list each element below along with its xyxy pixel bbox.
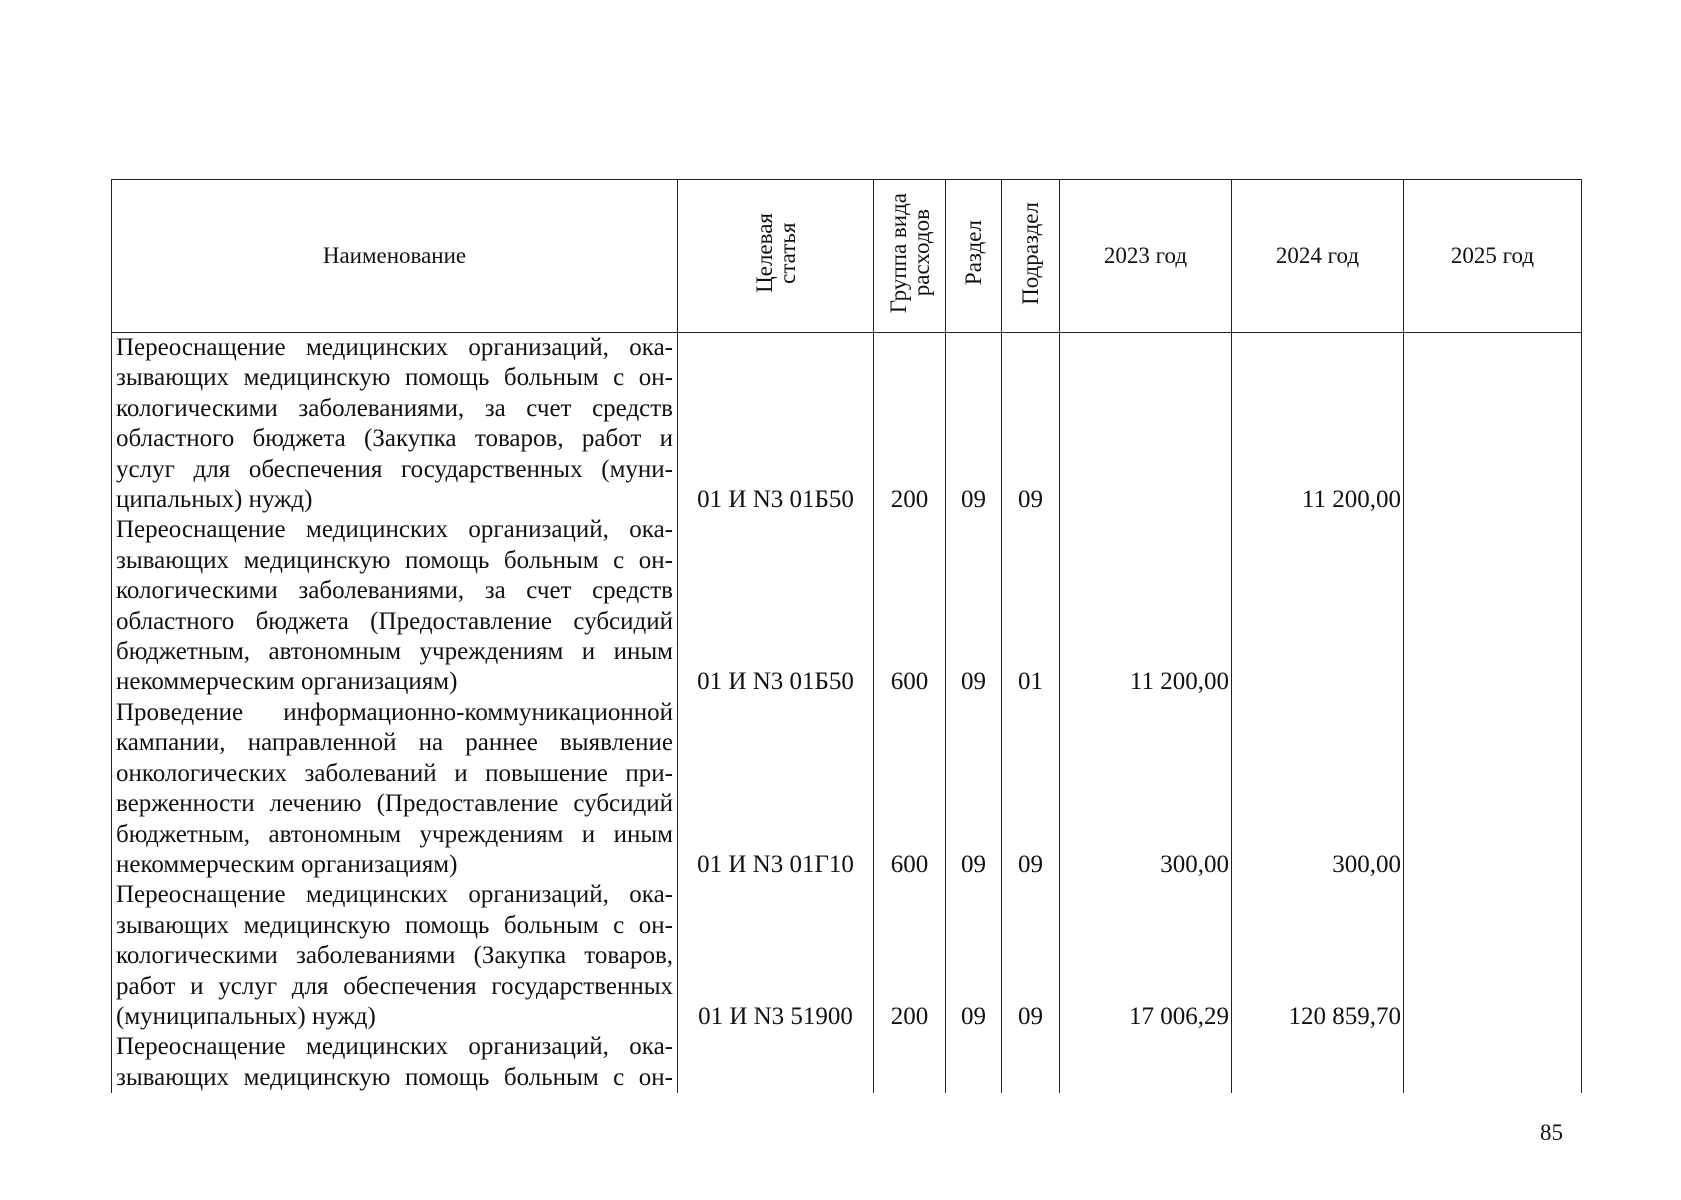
row-expense-group: 600 — [874, 515, 946, 697]
table-row — [112, 515, 1582, 697]
table-header-row — [112, 180, 1582, 333]
row-expense-group: 200 — [874, 333, 946, 516]
row-target-article: 01 И N3 01Б50 — [678, 515, 874, 697]
row-value-2023: 11 200,00 — [1060, 515, 1232, 697]
row-target-article: 01 И N3 51900 — [678, 880, 874, 1032]
budget-table-container — [111, 179, 1581, 1100]
row-value-2024: 300,00 — [1232, 698, 1404, 880]
row-subsection: 09 — [1002, 698, 1060, 880]
row-target-article: 01 И N3 01Г10 — [678, 698, 874, 880]
header-year-2025: 2025 год — [1404, 180, 1582, 333]
header-subsection: Подраздел — [1002, 180, 1060, 333]
table-row — [112, 698, 1582, 880]
page-number: 85 — [1540, 1120, 1563, 1145]
header-section: Раздел — [946, 180, 1002, 333]
row-value-2023: 300,00 — [1060, 698, 1232, 880]
row-subsection: 09 — [1002, 880, 1060, 1032]
row-subsection: 09 — [1002, 333, 1060, 516]
table-row — [112, 333, 1582, 516]
row-value-2025 — [1404, 333, 1582, 516]
row-name: Переоснащение медицинских организаций, ока- зывающих медицинскую помощь больным с он- кологическими заболеваниями (Закупка товаров, работ и услуг для обеспечения государственных (муниципальных) нужд) — [112, 880, 678, 1032]
row-expense-group: 600 — [874, 698, 946, 880]
header-expense-group: Группа вида расходов — [874, 180, 946, 333]
budget-table — [111, 179, 1582, 1093]
row-name: Переоснащение медицинских организаций, ока- зывающих медицинскую помощь больным с он- кологическими заболеваниями, за счет средств областного бюджета (Предоставление субсидий бюджетным, автономным учреждениям и иным некоммерческим организациям) — [112, 515, 678, 697]
row-value-2025 — [1404, 698, 1582, 880]
table-row-partial — [112, 1032, 1582, 1093]
header-name: Наименование — [112, 180, 678, 333]
row-section: 09 — [946, 333, 1002, 516]
row-value-2025 — [1404, 515, 1582, 697]
row-name: Переоснащение медицинских организаций, ока- зывающих медицинскую помощь больным с он- кологическими заболеваниями, за счет средств областного бюджета (Закупка товаров, работ и услуг для обеспечения государственных (муни- ципальных) нужд) — [112, 333, 678, 516]
row-section: 09 — [946, 515, 1002, 697]
header-year-2024: 2024 год — [1232, 180, 1404, 333]
row-value-2025 — [1404, 880, 1582, 1032]
row-value-2024: 120 859,70 — [1232, 880, 1404, 1032]
row-value-2023: 17 006,29 — [1060, 880, 1232, 1032]
row-name: Переоснащение медицинских организаций, ока- зывающих медицинскую помощь больным с он- — [112, 1032, 678, 1093]
row-name: Проведение информационно-коммуникационной кампании, направленной на раннее выявление онкологических заболеваний и повышение при- верженности лечению (Предоставление субсидий бюджетным, автономным учреждениям и иным некоммерческим организациям) — [112, 698, 678, 880]
row-section: 09 — [946, 880, 1002, 1032]
row-value-2023 — [1060, 333, 1232, 516]
header-target-article: Целевая статья — [678, 180, 874, 333]
row-value-2024 — [1232, 515, 1404, 697]
row-target-article: 01 И N3 01Б50 — [678, 333, 874, 516]
row-value-2024: 11 200,00 — [1232, 333, 1404, 516]
table-row — [112, 880, 1582, 1032]
row-section: 09 — [946, 698, 1002, 880]
row-subsection: 01 — [1002, 515, 1060, 697]
header-year-2023: 2023 год — [1060, 180, 1232, 333]
row-expense-group: 200 — [874, 880, 946, 1032]
